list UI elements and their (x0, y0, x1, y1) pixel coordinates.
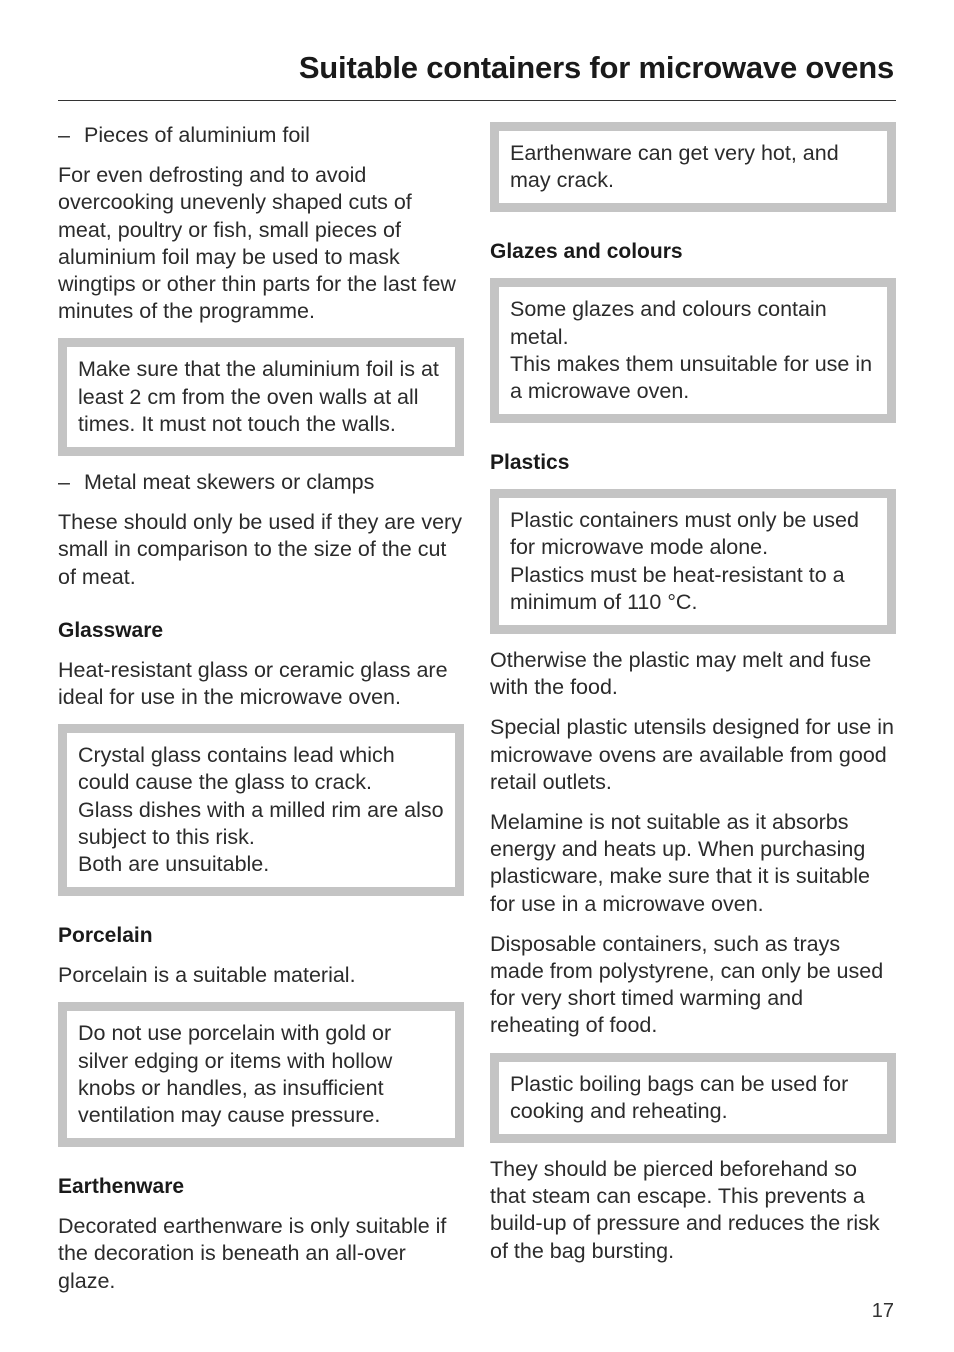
warning-box-glassware (58, 724, 464, 896)
paragraph-earthenware: Decorated earthenware is only suitable if the decoration is beneath an all-over glaze. (58, 1214, 447, 1293)
paragraph-plastics-utensils: Special plastic utensils designed for use in microwave ovens are available from good retail outlets. (490, 715, 894, 794)
paragraph-glassware: Heat-resistant glass or ceramic glass are ideal for use in the microwave oven. (58, 657, 448, 710)
heading-porcelain: Porcelain (58, 924, 153, 948)
warning-box-earthenware (490, 122, 896, 212)
heading-glassware: Glassware (58, 618, 164, 642)
warning-text: Plastics must be heat-resistant to a minimum of 110 °C. (510, 562, 845, 614)
warning-text: This makes them unsuitable for use in a microwave oven. (510, 351, 873, 404)
heading-earthenware: Earthenware (58, 1175, 185, 1199)
left-column (58, 122, 464, 1308)
page-number: 17 (871, 1300, 894, 1322)
warning-text: Glass dishes with a milled rim are also subject to this risk. (78, 797, 444, 849)
list-item-aluminium-foil (58, 122, 464, 149)
warning-text: Both are unsuitable. (78, 852, 270, 877)
warning-box-plastics (490, 489, 896, 634)
paragraph-porcelain: Porcelain is a suitable material. (58, 963, 356, 988)
paragraph-pierce: They should be pierced beforehand so that steam can escape. This prevents a build-up of pressure and reduces the risk of the bag bursting. (490, 1157, 880, 1263)
warning-box-glazes (490, 278, 896, 423)
dash-bullet: – (58, 123, 70, 147)
dash-bullet: – (58, 470, 70, 495)
paragraph-skewers: These should only be used if they are very small in comparison to the size of the cut of meat. (58, 510, 462, 589)
paragraph-foil: For even defrosting and to avoid overcooking unevenly shaped cuts of meat, poultry or fish, small pieces of aluminium foil may be used to mask wingtips or other thin parts for the last few minutes of the programme. (58, 163, 456, 324)
warning-box-foil (58, 338, 464, 456)
paragraph-plastics-melt: Otherwise the plastic may melt and fuse with the food. (490, 648, 872, 700)
warning-text: Plastic containers must only be used for microwave mode alone. (510, 508, 859, 560)
warning-box-boiling-bags (490, 1053, 896, 1143)
heading-glazes: Glazes and colours (490, 240, 683, 264)
warning-text: Some glazes and colours contain metal. (510, 297, 827, 349)
warning-text: Crystal glass contains lead which could cause the glass to crack. (78, 743, 395, 795)
warning-text: Do not use porcelain with gold or silver edging or items with hollow knobs or handles, as insufficient ventilation may cause pressure. (78, 1021, 393, 1128)
list-item-text: Pieces of aluminium foil (84, 123, 310, 147)
page-title: Suitable containers for microwave ovens (298, 50, 894, 85)
paragraph-disposable: Disposable containers, such as trays made from polystyrene, can only be used for very short timed warming and reheating of food. (490, 931, 884, 1038)
list-item-skewers (58, 469, 464, 496)
heading-plastics: Plastics (490, 451, 570, 475)
warning-text: Earthenware can get very hot, and may crack. (510, 141, 839, 193)
list-item-text: Metal meat skewers or clamps (84, 470, 375, 495)
warning-text: Make sure that the aluminium foil is at least 2 cm from the oven walls at all times. It must not touch the walls. (78, 357, 439, 436)
right-column (490, 122, 896, 1278)
warning-box-porcelain (58, 1002, 464, 1147)
title-divider (58, 100, 896, 101)
paragraph-melamine: Melamine is not suitable as it absorbs energy and heats up. When purchasing plasticware, make sure that it is suitable for use in a microwave oven. (490, 810, 870, 916)
warning-text: Plastic boiling bags can be used for cooking and reheating. (510, 1071, 849, 1123)
